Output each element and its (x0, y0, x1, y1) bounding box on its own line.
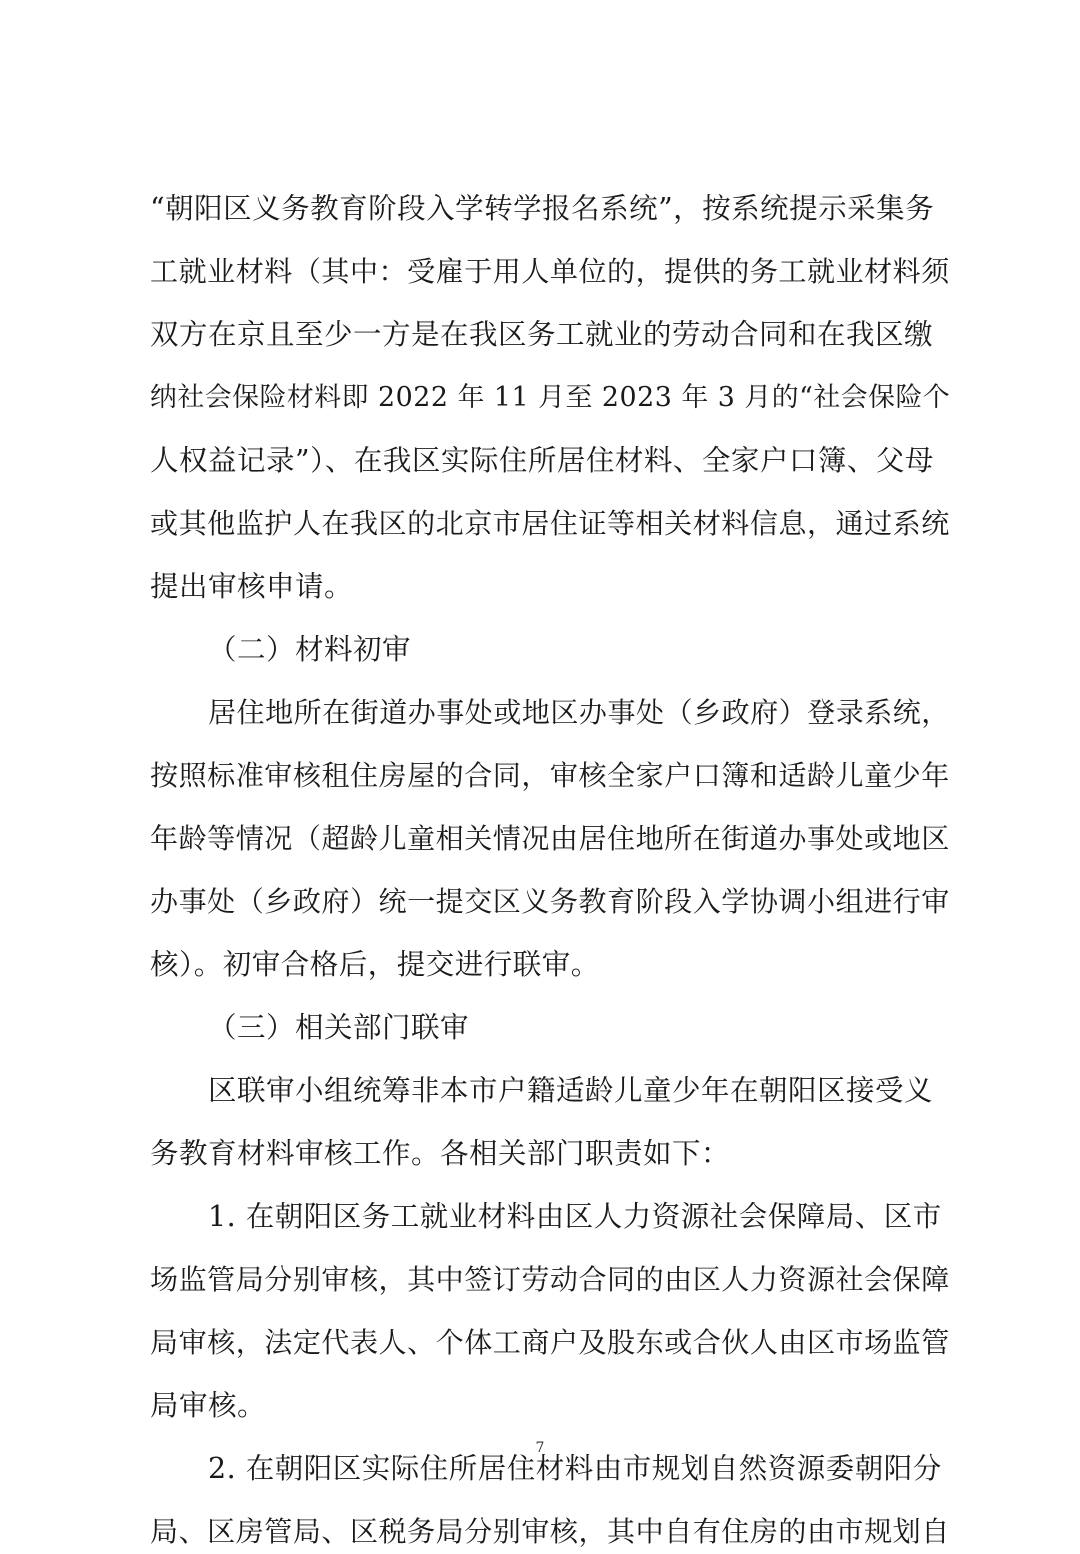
paragraph-line: 核）。初审合格后，提交进行联审。 (150, 948, 600, 981)
paragraph-line: 人权益记录”）、在我区实际住所居住材料、全家户口簿、父母 (150, 444, 934, 477)
paragraph-line: 纳社会保险材料即 2022 年 11 月至 2023 年 3 月的“社会保险个 (150, 382, 951, 413)
paragraph-line: 区联审小组统筹非本市户籍适龄儿童少年在朝阳区接受义 (208, 1074, 934, 1107)
paragraph-line: 或其他监护人在我区的北京市居住证等相关材料信息，通过系统 (150, 507, 950, 540)
paragraph-line: 工就业材料（其中：受雇于用人单位的，提供的务工就业材料须 (150, 255, 950, 288)
paragraph-line: 务教育材料审核工作。各相关部门职责如下： (150, 1137, 731, 1170)
paragraph-line: “朝阳区义务教育阶段入学转学报名系统”，按系统提示采集务 (150, 192, 935, 225)
paragraph-line: 办事处（乡政府）统一提交区义务教育阶段入学协调小组进行审 (150, 885, 950, 918)
paragraph-line: 按照标准审核租住房屋的合同，审核全家户口簿和适龄儿童少年 (150, 759, 950, 792)
list-item-line: 局审核。 (150, 1389, 267, 1422)
list-item-line: 场监管局分别审核，其中签订劳动合同的由区人力资源社会保障 (150, 1263, 950, 1296)
list-item-line: 局、区房管局、区税务局分别审核，其中自有住房的由市规划自 (150, 1515, 950, 1548)
list-item-line: 2. 在朝阳区实际住所居住材料由市规划自然资源委朝阳分 (208, 1452, 942, 1485)
list-item-line: 局审核，法定代表人、个体工商户及股东或合伙人由区市场监管 (150, 1326, 950, 1359)
section-heading: （二）材料初审 (208, 633, 412, 666)
paragraph-line: 居住地所在街道办事处或地区办事处（乡政府）登录系统， (208, 696, 950, 729)
paragraph-line: 双方在京且至少一方是在我区务工就业的劳动合同和在我区缴 (150, 318, 934, 351)
paragraph-line: 年龄等情况（超龄儿童相关情况由居住地所在街道办事处或地区 (150, 822, 950, 855)
section-heading: （三）相关部门联审 (208, 1011, 470, 1044)
page-number: 7 (535, 1440, 545, 1456)
list-item-line: 1. 在朝阳区务工就业材料由区人力资源社会保障局、区市 (208, 1200, 942, 1233)
paragraph-line: 提出审核申请。 (150, 570, 354, 603)
